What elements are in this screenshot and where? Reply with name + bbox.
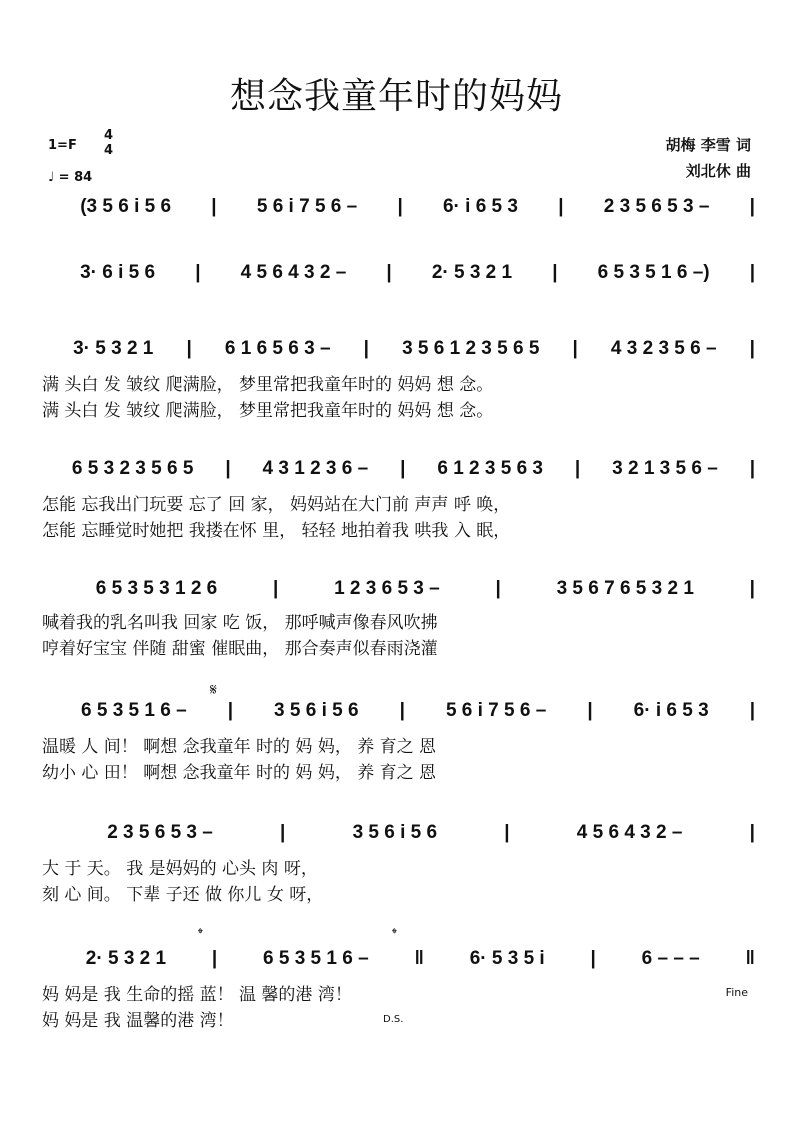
bar-line: |	[572, 338, 578, 359]
measure: 6 5 3 2 3 5 6 5	[71, 458, 194, 479]
lyrics-verse-1: 喊着我的乳名叫我 回家 吃 饭， 那呼喊声像春风吹拂	[42, 613, 438, 633]
bar-line: |	[399, 700, 405, 721]
measure: 3 5 6 i 5 6	[352, 822, 438, 843]
measure: 3 2 1 3 5 6 –	[612, 458, 718, 479]
measure: 2· 5 3 2 1	[85, 948, 167, 969]
measure: 4 3 1 2 3 6 –	[262, 458, 369, 479]
measure: 3· 6 i 5 6	[80, 262, 156, 283]
lyrics-verse-2: 怎能 忘睡觉时她把 我搂在怀 里， 轻轻 地拍着我 哄我 入 眠，	[42, 521, 511, 541]
score-line-5	[40, 574, 755, 604]
page-title: 想念我童年时的妈妈	[229, 76, 563, 117]
measure: 6· i 6 5 3	[442, 196, 518, 217]
measure: 6· 5 3 5 i	[469, 948, 545, 969]
measure: 3 5 6 i 5 6	[274, 700, 359, 721]
lyricist: 胡梅 李雪 词	[665, 136, 751, 154]
score-line-2	[40, 258, 755, 288]
bar-line: |	[397, 196, 403, 217]
measure: 5 6 i 7 5 6 –	[256, 196, 358, 217]
measure: 6· i 6 5 3	[633, 700, 709, 721]
final-bar-line: ‖	[745, 948, 756, 969]
lyrics-verse-1: 妈 妈是 我 生命的摇 蓝！ 温 馨的港 湾！	[42, 985, 352, 1005]
bar-line: |	[590, 948, 596, 969]
bar-line: |	[749, 338, 755, 359]
lyrics-verse-1: 怎能 忘我出门玩要 忘了 回 家， 妈妈站在大门前 声声 呼 唤，	[42, 495, 511, 515]
lyrics-verse-2: 哼着好宝宝 伴随 甜蜜 催眠曲， 那合奏声似春雨浇灌	[42, 639, 438, 659]
bar-line: |	[504, 822, 510, 843]
measure: 4 5 6 4 3 2 –	[576, 822, 683, 843]
bar-line: |	[552, 262, 558, 283]
composer: 刘北休 曲	[685, 162, 751, 180]
bar-line: |	[749, 262, 756, 283]
measure: 4 5 6 4 3 2 –	[240, 262, 347, 283]
bar-line: |	[558, 196, 564, 217]
score-line-6	[40, 696, 755, 726]
measure: 6 1 6 5 6 3 –	[224, 338, 331, 359]
bar-line: |	[195, 262, 201, 283]
bar-line: |	[749, 196, 755, 217]
score-line-7	[40, 818, 755, 848]
credits	[666, 132, 751, 184]
bar-line: |	[749, 578, 755, 599]
measure: 6 5 3 5 3 1 2 6	[95, 578, 218, 599]
lyrics-verse-2: 妈 妈是 我 温馨的港 湾！	[42, 1011, 234, 1031]
bar-line: |	[587, 700, 593, 721]
measure: 3 5 6 7 6 5 3 2 1	[556, 578, 694, 599]
bar-line: |	[574, 458, 581, 479]
measure: 3· 5 3 2 1	[73, 338, 154, 359]
coda-icon: 𝄌	[198, 926, 203, 942]
lyrics-verse-1: 大 于 天。 我 是妈妈的 心头 肉 呀，	[42, 859, 318, 879]
bar-line: |	[749, 458, 756, 479]
lyrics-verse-2: 刻 心 间。 下辈 子还 做 你儿 女 呀，	[42, 885, 324, 905]
measure: 4 3 2 3 5 6 –	[610, 338, 717, 359]
time-signature-top: 4	[104, 128, 114, 143]
bar-line: |	[211, 196, 217, 217]
quarter-note-icon: ♩	[48, 170, 55, 185]
measure: 1 2 3 6 5 3 –	[334, 578, 440, 599]
bar-line: |	[225, 458, 231, 479]
measure: 3 5 6 1 2 3 5 6 5	[402, 338, 540, 359]
lyrics-verse-2: 幼小 心 田！ 啊想 念我童年 时的 妈 妈， 养 育之 恩	[42, 763, 437, 783]
measure: 6 5 3 5 1 6 –	[263, 948, 369, 969]
score-line-3	[40, 334, 755, 364]
measure: 2 3 5 6 5 3 –	[603, 196, 710, 217]
key-signature: 1=F	[48, 138, 77, 153]
bar-line: |	[749, 700, 756, 721]
bar-line: |	[273, 578, 279, 599]
score-line-4	[40, 454, 755, 484]
bar-line: |	[186, 338, 192, 359]
time-signature	[104, 128, 113, 158]
bar-line: |	[400, 458, 406, 479]
bar-line: |	[280, 822, 286, 843]
measure: 6 1 2 3 5 6 3	[437, 458, 543, 479]
measure: 6 5 3 5 1 6 –	[81, 700, 187, 721]
tempo-value: = 84	[58, 170, 93, 185]
score-line-1	[40, 192, 755, 222]
lyrics-verse-2: 满 头白 发 皱纹 爬满脸， 梦里常把我童年时的 妈妈 想 念。	[42, 401, 494, 421]
measure: 2· 5 3 2 1	[431, 262, 513, 283]
fine-marking: Fine	[725, 986, 748, 999]
ds-marking: D.S.	[383, 1014, 404, 1025]
lyrics-verse-1: 满 头白 发 皱纹 爬满脸， 梦里常把我童年时的 妈妈 想 念。	[42, 375, 494, 395]
bar-line: |	[363, 338, 369, 359]
double-bar-line: ‖	[414, 948, 424, 969]
score-line-8	[40, 944, 755, 974]
segno-icon: 𝄋	[210, 680, 217, 699]
measure: 6 – – –	[641, 948, 700, 969]
measure: (3 5 6 i 5 6	[80, 196, 172, 217]
measure: 2 3 5 6 5 3 –	[107, 822, 213, 843]
bar-line: |	[749, 822, 755, 843]
bar-line: |	[386, 262, 392, 283]
tempo-marking	[48, 170, 92, 185]
measure: 5 6 i 7 5 6 –	[445, 700, 547, 721]
coda-icon: 𝄌	[392, 926, 397, 942]
bar-line: |	[495, 578, 501, 599]
bar-line: |	[211, 948, 218, 969]
time-signature-bottom: 4	[104, 143, 114, 158]
bar-line: |	[227, 700, 234, 721]
measure: 6 5 3 5 1 6 –)	[597, 262, 710, 283]
lyrics-verse-1: 温暖 人 间！ 啊想 念我童年 时的 妈 妈， 养 育之 恩	[42, 737, 437, 757]
